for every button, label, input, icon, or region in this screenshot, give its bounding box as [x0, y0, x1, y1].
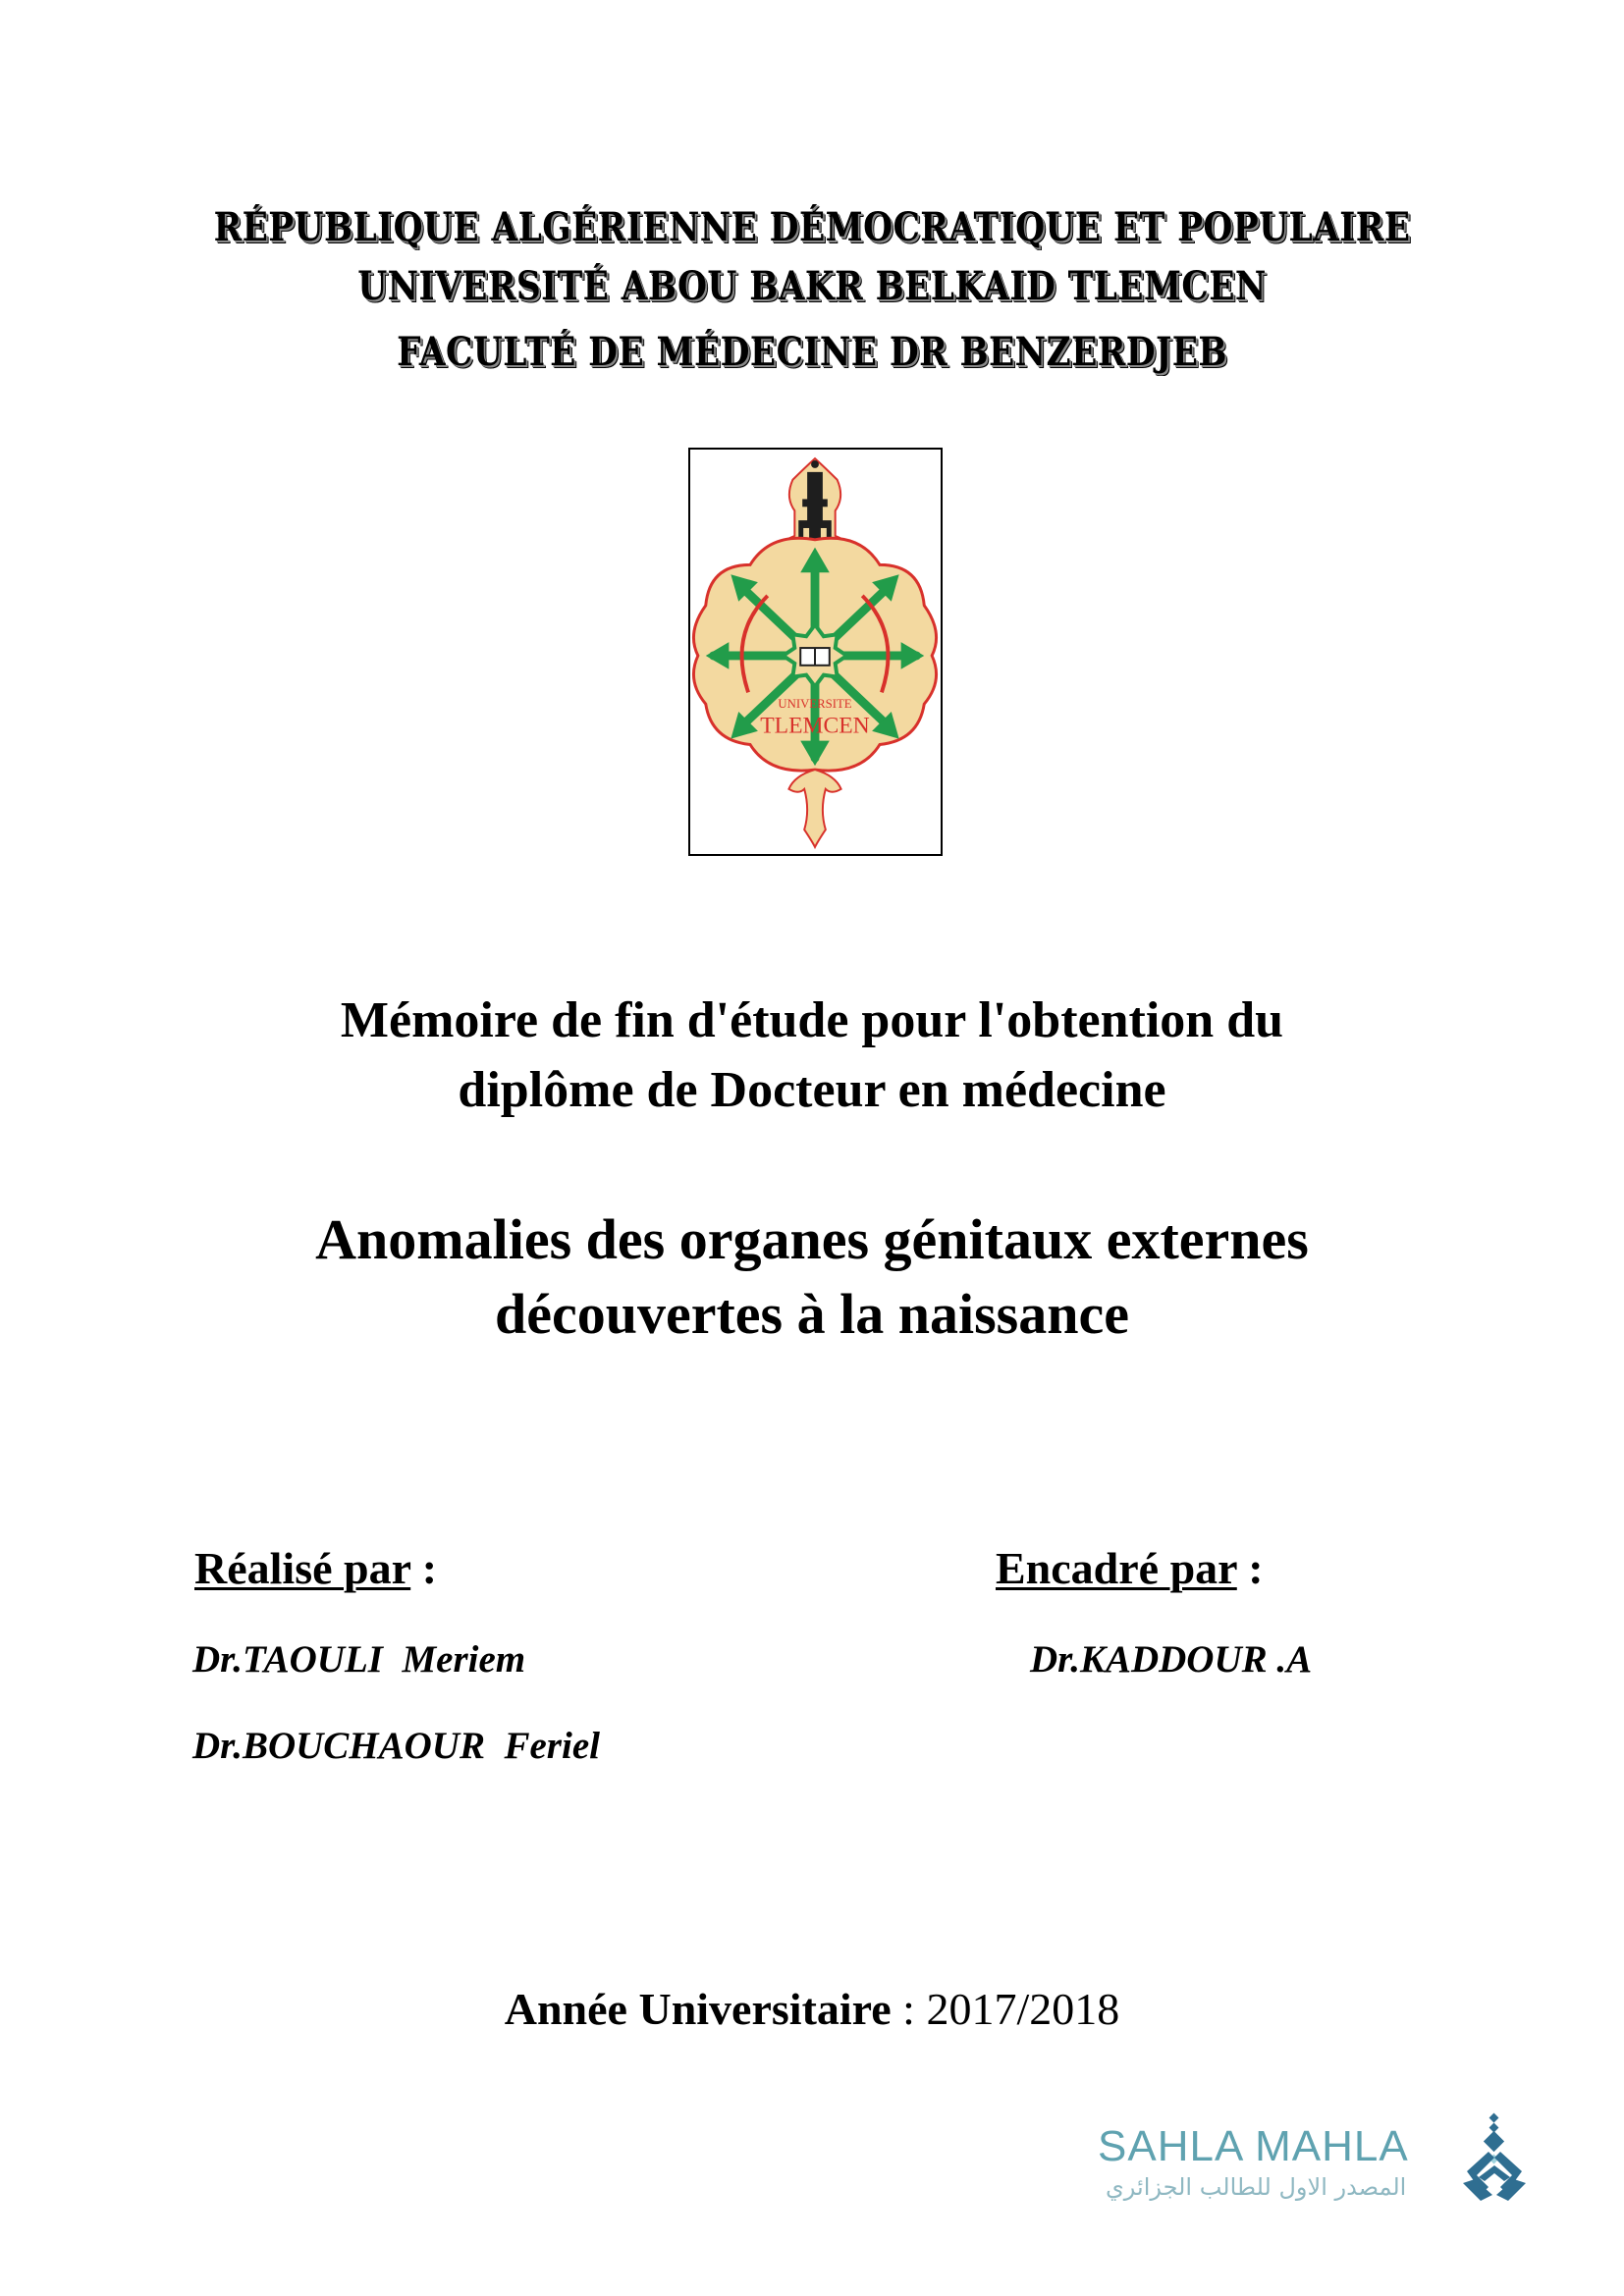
university-logo [688, 448, 943, 856]
realise-par-text: Réalisé par [194, 1543, 411, 1593]
subject-title-line-2: découvertes à la naissance [495, 1282, 1129, 1346]
header-faculty: FACULTÉ DE MÉDECINE DR BENZERDJEB [397, 329, 1227, 375]
university-emblem-icon [690, 450, 941, 854]
subject-title-line-1: Anomalies des organes génitaux externes [315, 1207, 1309, 1271]
supervisor-name: Dr.KADDOUR .A [1030, 1638, 1313, 1681]
author-name-1: Dr.TAOULI Meriem [192, 1638, 526, 1681]
sahla-mahla-watermark [1098, 2120, 1530, 2218]
encadre-par-text: Encadré par [996, 1543, 1237, 1593]
author-name-2: Dr.BOUCHAOUR Feriel [192, 1725, 600, 1767]
sahla-mahla-logo-icon [1459, 2112, 1530, 2207]
memoire-line-1: Mémoire de fin d'étude pour l'obtention du [340, 992, 1284, 1048]
realise-par-label [194, 1542, 437, 1594]
header-university: UNIVERSITÉ ABOU BAKR BELKAID TLEMCEN [357, 263, 1267, 309]
logo-text-tlemcen: TLEMCEN [760, 713, 870, 739]
logo-text-universite: UNIVERSITE [778, 697, 852, 712]
encadre-par-label [996, 1542, 1264, 1594]
watermark-brand: SAHLA MAHLA [1098, 2122, 1409, 2170]
academic-year-label: Année Universitaire [504, 1984, 892, 2034]
encadre-par-colon: : [1236, 1543, 1264, 1593]
watermark-tagline: المصدر الاول للطالب الجزائري [1106, 2173, 1407, 2201]
header-republic: RÉPUBLIQUE ALGÉRIENNE DÉMOCRATIQUE ET POPULAIRE [213, 204, 1411, 250]
academic-year-value: 2017/2018 [926, 1984, 1120, 2034]
academic-year [0, 1983, 1624, 2035]
academic-year-separator: : [891, 1984, 927, 2034]
memoire-line-2: diplôme de Docteur en médecine [458, 1062, 1166, 1118]
realise-par-colon: : [410, 1543, 438, 1593]
